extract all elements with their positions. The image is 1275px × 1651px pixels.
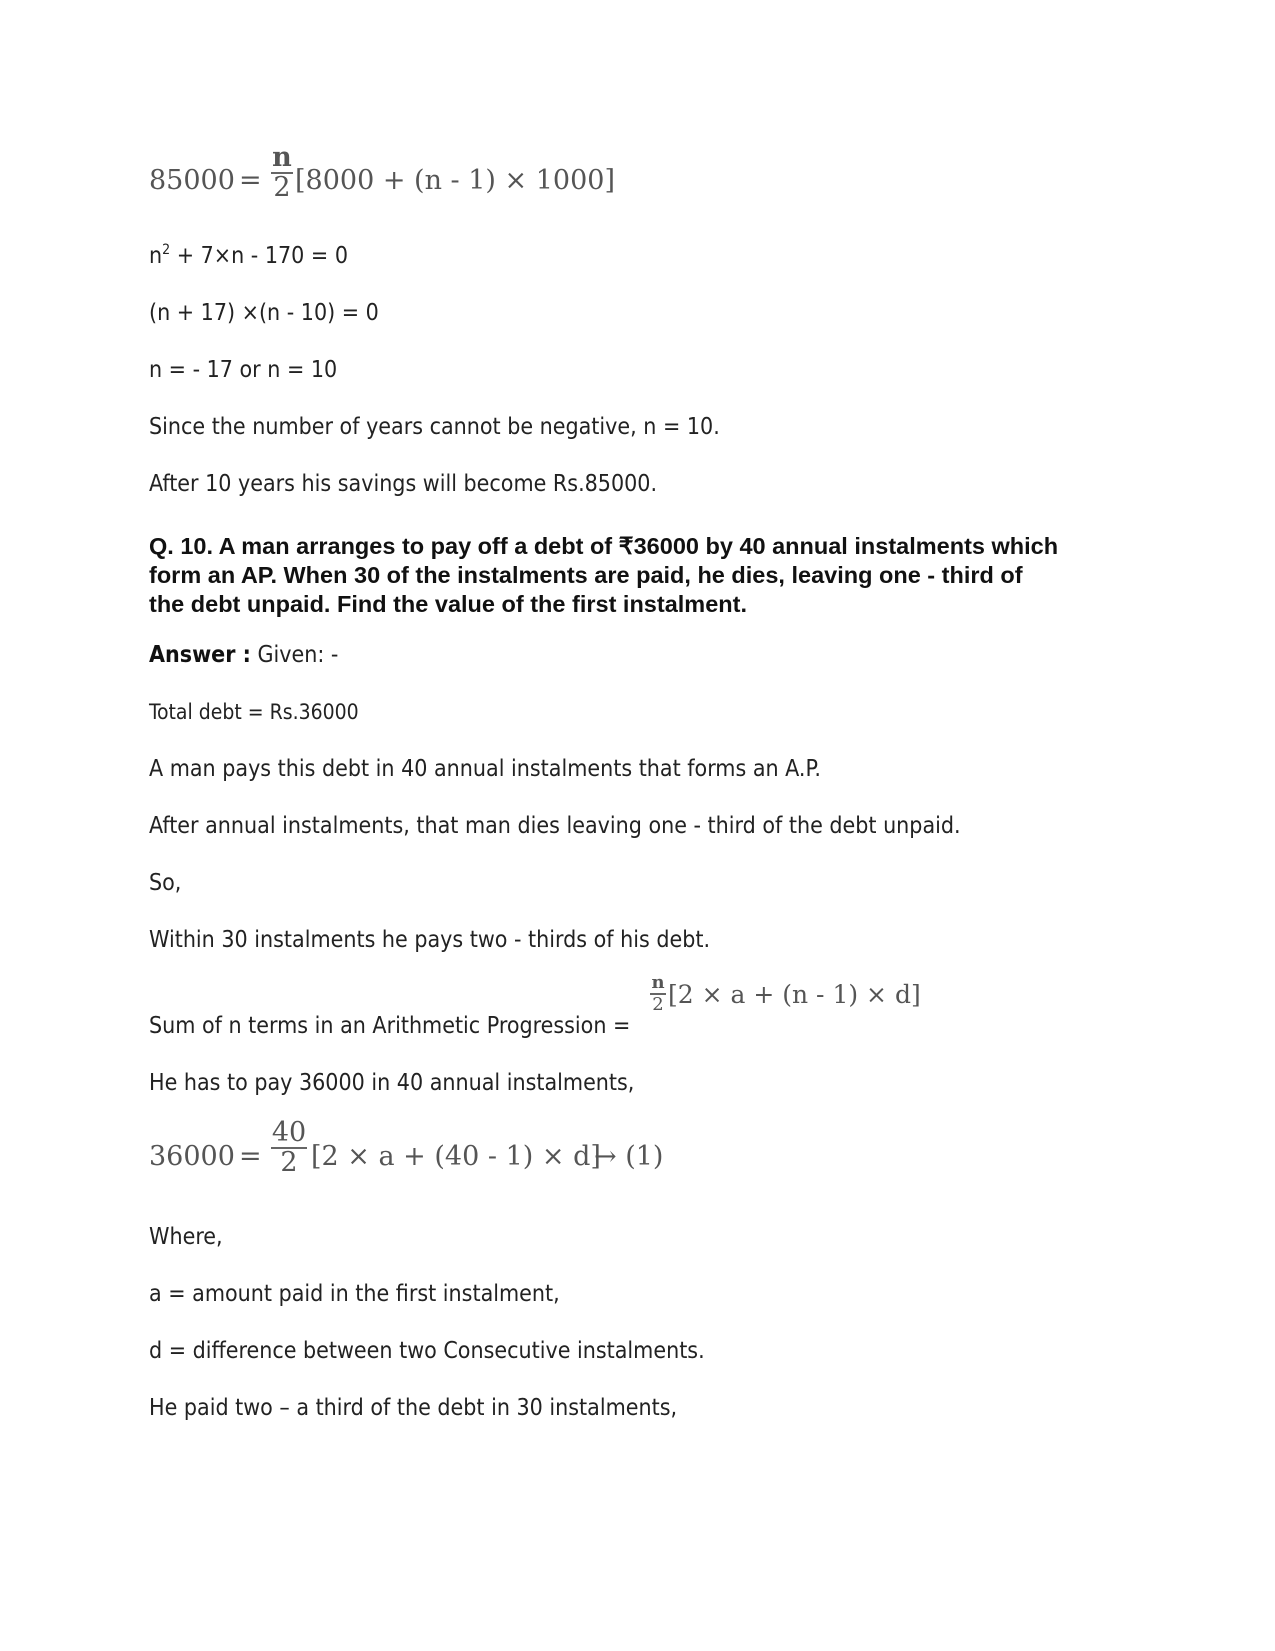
text-years-positive: Since the number of years cannot be negative, n = 10. [149,414,720,440]
eq1-equals: = [239,165,262,196]
text-def-a: a = amount paid in the first instalment, [149,1281,560,1307]
eq2-frac-den: 2 [280,1147,298,1178]
eq1-lhs: 85000 [149,165,235,196]
text-paid-30: He paid two – a third of the debt in 30 instalments, [149,1395,678,1421]
l1-rest: + 7×n - 170 = 0 [170,243,348,269]
question-line-2: form an AP. When 30 of the instalments are paid, he dies, leaving one - third of [149,562,1023,588]
eq1-fraction [271,142,293,203]
eq2-bracket: [2 × a + (40 - 1) × d] [311,1141,601,1172]
answer-heading [149,641,338,669]
eq2-equals: = [239,1141,262,1172]
eq1-frac-den: 2 [273,172,291,203]
equation-factored: (n + 17) ×(n - 10) = 0 [149,300,379,326]
eq2-tag: → (1) [594,1141,664,1172]
question-line-1: Q. 10. A man arranges to pay off a debt of ₹36000 by 40 annual instalments which [149,533,1059,559]
eq2-fraction [271,1117,307,1178]
answer-label: Answer : [149,642,251,668]
equation-sum-formula [650,972,950,1028]
text-sum-formula: Sum of n terms in an Arithmetic Progression = [149,1013,631,1039]
answer-given: Given: - [250,642,339,668]
text-where: Where, [149,1224,223,1250]
equation-roots: n = - 17 or n = 10 [149,357,338,383]
sum-fraction [650,974,666,1014]
equation-85000 [149,142,619,215]
question-10 [149,532,1129,619]
eq2-frac-num: 40 [271,1117,307,1148]
sum-frac-num: n [651,972,665,993]
text-savings-result: After 10 years his savings will become Rs.85000. [149,471,658,497]
question-line-3: the debt unpaid. Find the value of the first instalment. [149,591,747,617]
l1-exponent: 2 [162,242,171,258]
text-dies-unpaid: After annual instalments, that man dies leaving one - third of the debt unpaid. [149,813,961,839]
sum-frac-den: 2 [652,994,664,1015]
text-pay-36000: He has to pay 36000 in 40 annual instalments, [149,1070,635,1096]
text-pays-debt: A man pays this debt in 40 annual instalments that forms an A.P. [149,756,821,782]
l1-base: n [149,243,163,269]
eq2-lhs: 36000 [149,1141,235,1172]
eq1-bracket: [8000 + (n - 1) × 1000] [295,165,615,196]
sum-bracket: [2 × a + (n - 1) × d] [668,980,921,1009]
text-two-thirds: Within 30 instalments he pays two - thirds of his debt. [149,927,711,953]
text-total-debt: Total debt = Rs.36000 [149,700,359,724]
text-def-d: d = difference between two Consecutive instalments. [149,1338,705,1364]
text-so: So, [149,870,182,896]
eq1-frac-num: n [272,142,292,173]
equation-quadratic [149,242,348,270]
equation-36000 [149,1117,689,1190]
